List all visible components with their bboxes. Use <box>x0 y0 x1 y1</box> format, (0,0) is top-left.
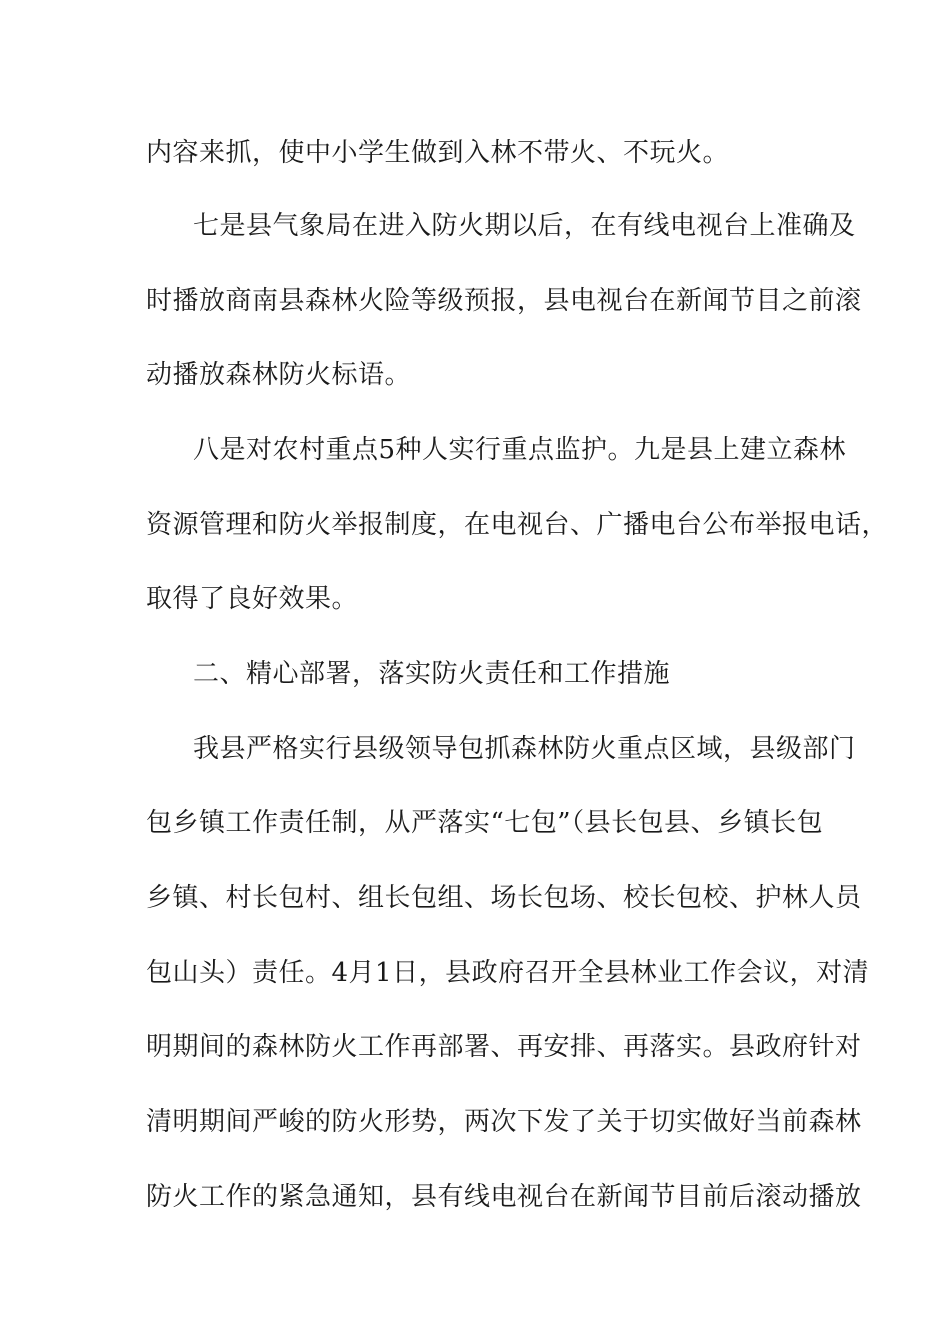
text-line: 资源管理和防火举报制度，在电视台、广播电台公布举报电话， <box>146 510 889 540</box>
text-line: 明期间的森林防火工作再部署、再安排、再落实。县政府针对 <box>146 1032 862 1062</box>
text-line: 清明期间严峻的防火形势，两次下发了关于切实做好当前森林 <box>146 1107 862 1137</box>
paragraph-start-line: 七是县气象局在进入防火期以后，在有线电视台上准确及 <box>193 211 856 241</box>
section-heading: 二、精心部署，落实防火责任和工作措施 <box>193 659 671 689</box>
text-line: 包山头）责任。4月1日，县政府召开全县林业工作会议，对清 <box>146 958 870 988</box>
text-line: 内容来抓，使中小学生做到入林不带火、不玩火。 <box>146 138 730 168</box>
text-line: 乡镇、村长包村、组长包组、场长包场、校长包校、护林人员 <box>146 883 862 913</box>
paragraph-start-line: 八是对农村重点5种人实行重点监护。九是县上建立森林 <box>193 435 847 465</box>
text-line: 包乡镇工作责任制，从严落实“七包”（县长包县、乡镇长包 <box>146 808 824 838</box>
text-line: 时播放商南县森林火险等级预报，县电视台在新闻节目之前滚 <box>146 286 862 316</box>
text-line: 动播放森林防火标语。 <box>146 360 412 390</box>
text-line: 取得了良好效果。 <box>146 584 359 614</box>
text-line: 防火工作的紧急通知，县有线电视台在新闻节目前后滚动播放 <box>146 1182 862 1212</box>
paragraph-start-line: 我县严格实行县级领导包抓森林防火重点区域，县级部门 <box>193 734 856 764</box>
